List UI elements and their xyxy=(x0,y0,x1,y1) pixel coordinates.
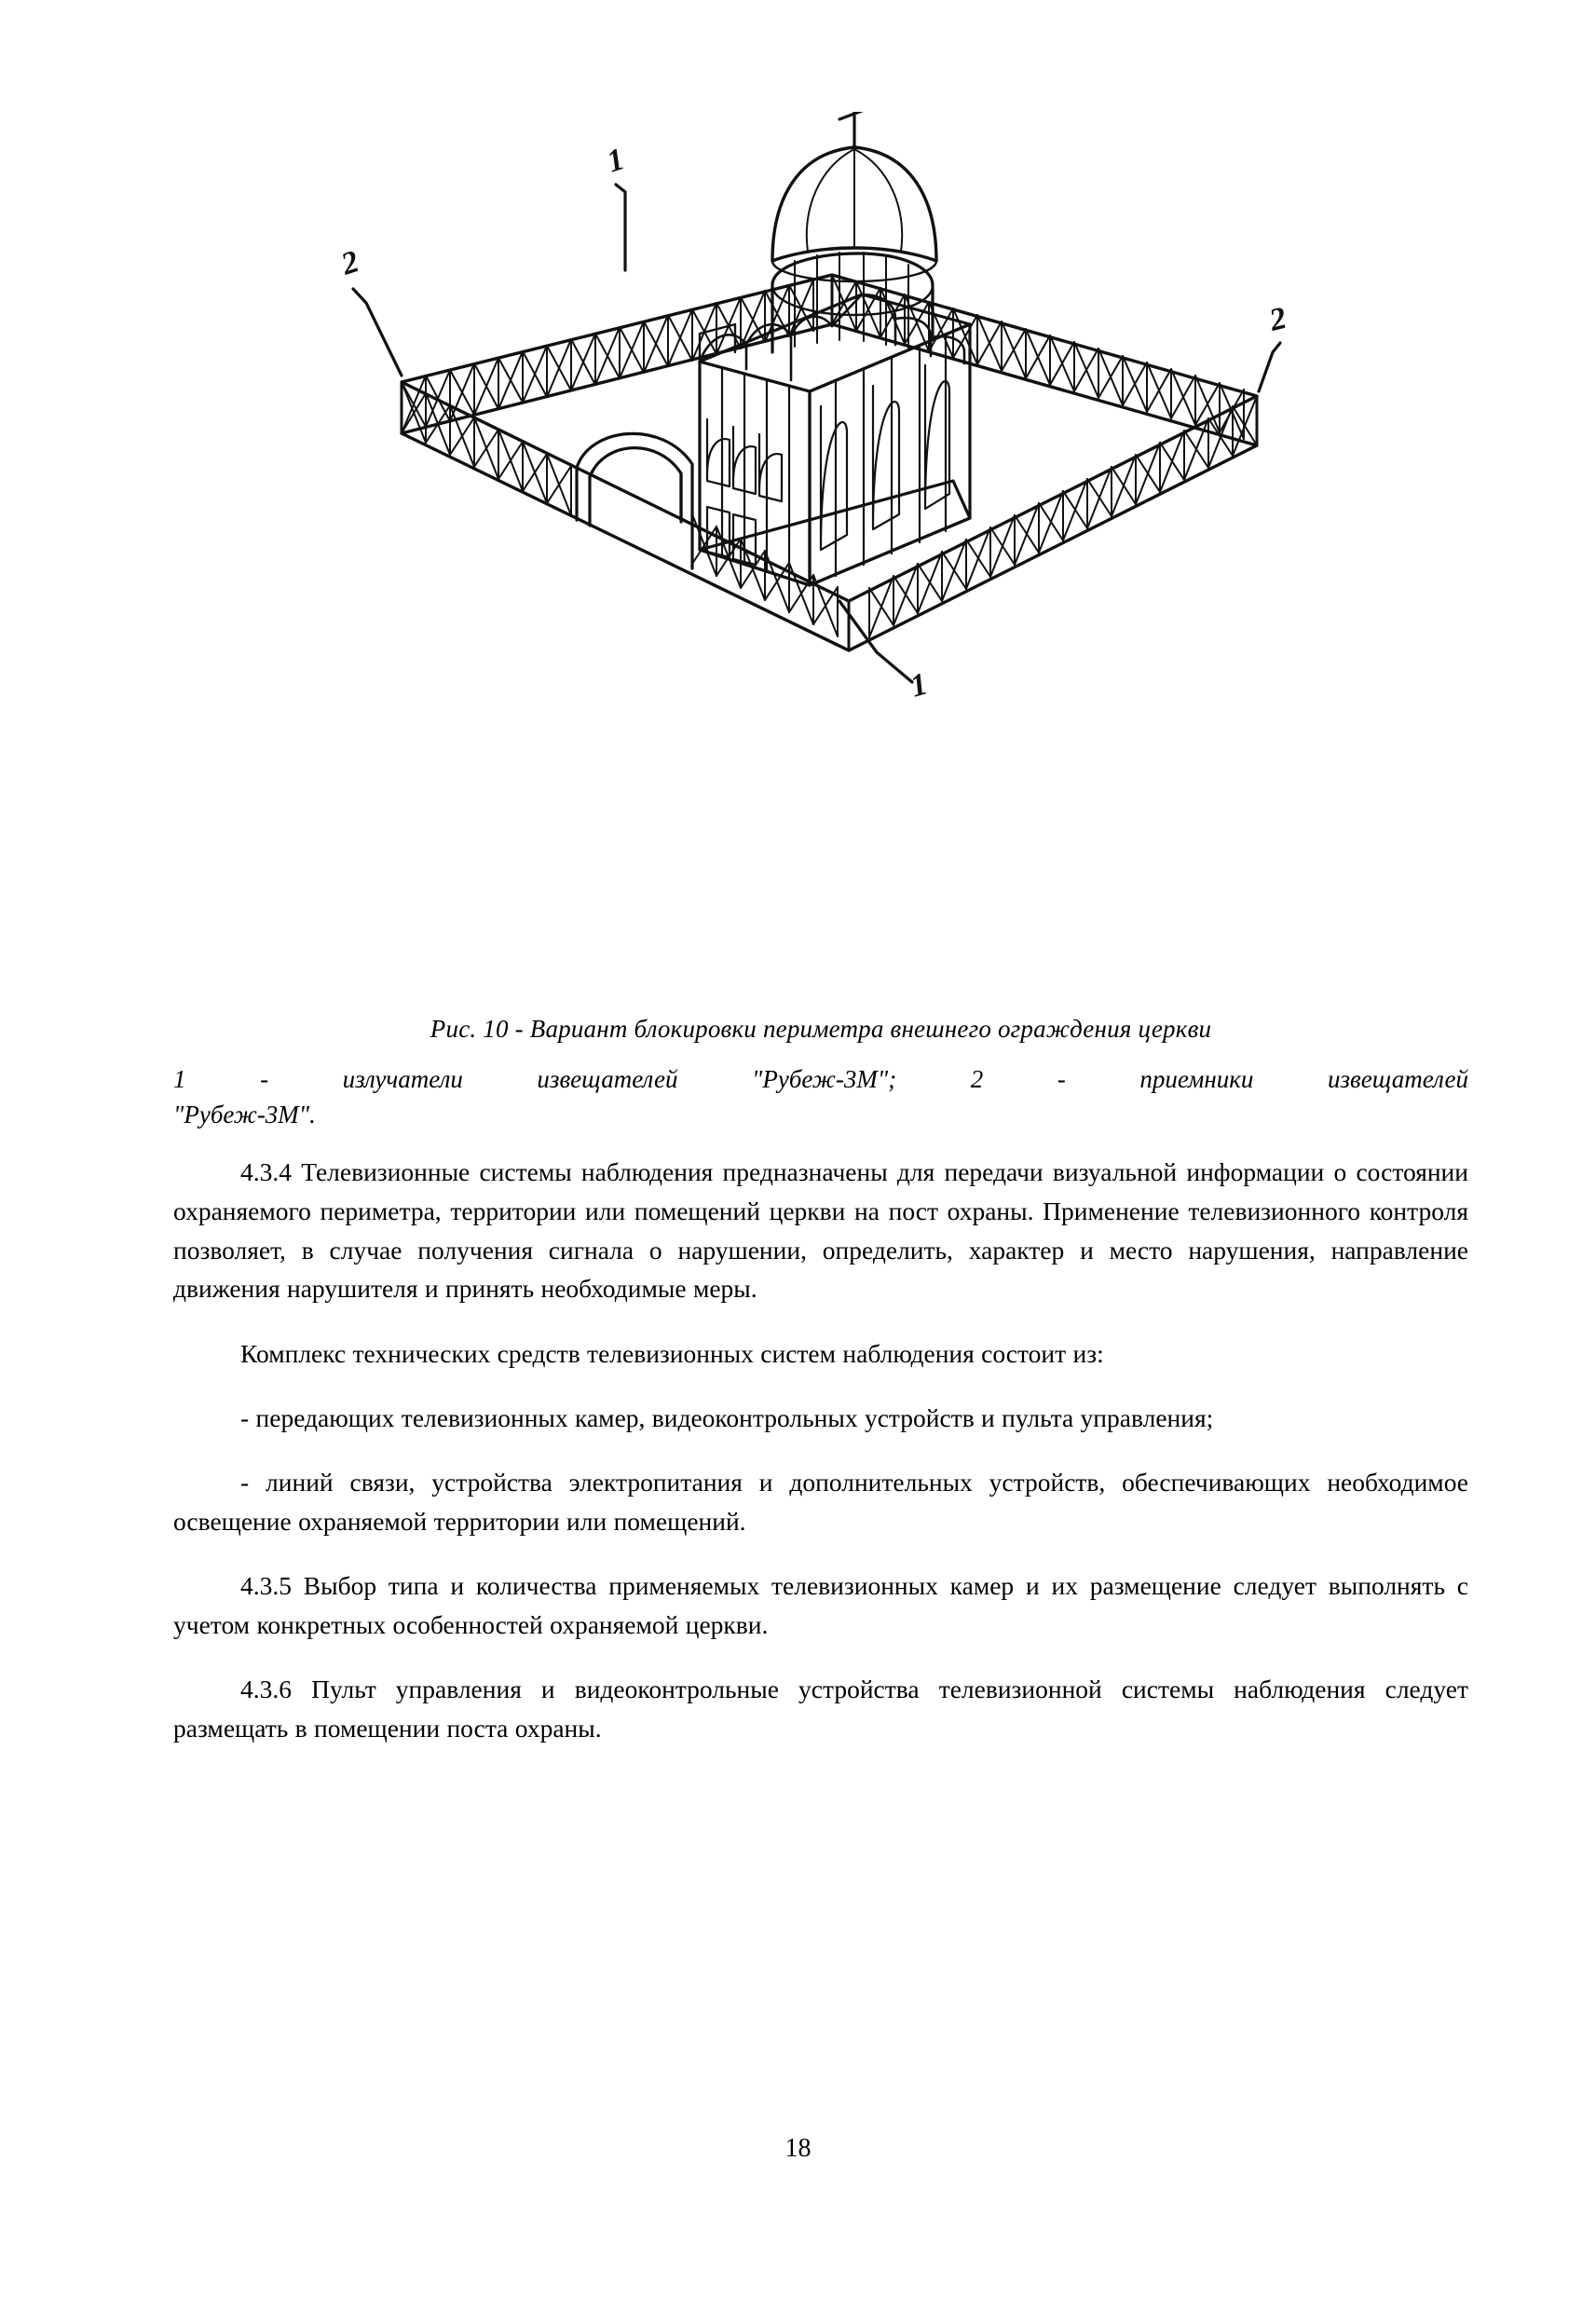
church-perimeter-drawing xyxy=(262,112,1380,997)
paragraph-complex-intro: Комплекс технических средств телевизионных систем наблюдения состоит из: xyxy=(240,1338,1104,1368)
figure-caption: Рис. 10 - Вариант блокировки периметра внешнего ограждения церкви xyxy=(430,1015,1212,1043)
paragraph-4-3-4: 4.3.4 Телевизионные системы наблюдения предназначены для передачи визуальной информации о состоянии охраняемого периметра, территории или помещений церкви на пост охраны. Применение телевизионного контроля позволяет, в случае получения сигнала о нарушении, определить, характер и место нарушения, направление движения нарушителя и принять необходимые меры. xyxy=(173,1156,1468,1304)
figure-legend-line-1: 1 - излучатели извещателей "Рубеж-3М"; 2 - приемники извещателей xyxy=(173,1065,1468,1094)
paragraph-4-3-5: 4.3.5 Выбор типа и количества применяемых телевизионных камер и их размещение следует выполнять с учетом конкретных особенностей охраняемой церкви. xyxy=(173,1571,1468,1640)
paragraph-bullet-cameras: - передающих телевизионных камер, видеоконтрольных устройств и пульта управления; xyxy=(240,1402,1214,1432)
paragraph-bullet-lines: - линий связи, устройства электропитания и дополнительных устройств, обеспечивающих необходимое освещение охраняемой территории или помещений. xyxy=(173,1468,1468,1537)
figure-10-illustration xyxy=(173,112,1468,1006)
paragraph-4-3-6: 4.3.6 Пульт управления и видеоконтрольные устройства телевизионной системы наблюдения следует размещать в помещении поста охраны. xyxy=(173,1675,1468,1744)
figure-label-1-top: 1 xyxy=(603,142,629,180)
page-number: 18 xyxy=(784,2134,812,2163)
figure-label-2-right: 2 xyxy=(1265,300,1290,338)
figure-legend-line-2: "Рубеж-3М". xyxy=(173,1100,316,1128)
figure-label-1-bottom: 1 xyxy=(907,666,932,704)
figure-label-2-left: 2 xyxy=(337,244,363,282)
page-content xyxy=(173,112,1468,1774)
figure-legend xyxy=(173,1062,1468,1132)
